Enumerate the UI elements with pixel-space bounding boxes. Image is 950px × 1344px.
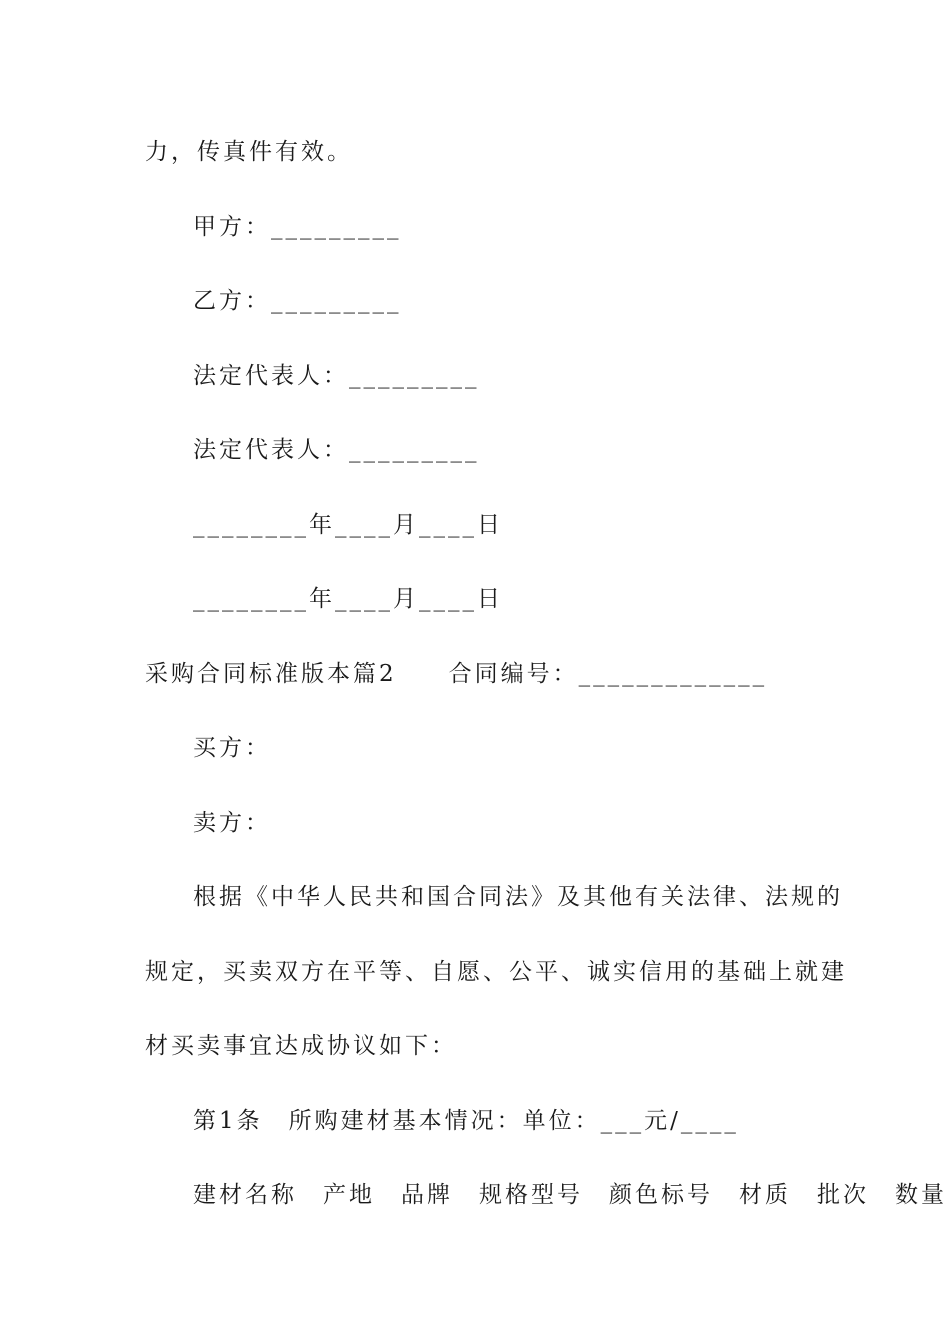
body-paragraph-line: 材买卖事宜达成协议如下：: [145, 1033, 457, 1059]
buyer-line: 买方：: [193, 735, 271, 761]
section-heading: 采购合同标准版本篇2 合同编号：_____________: [145, 661, 768, 687]
date-line: ________年____月____日: [193, 586, 503, 612]
body-paragraph-line: 根据《中华人民共和国合同法》及其他有关法律、法规的: [193, 884, 843, 910]
seller-line: 卖方：: [193, 810, 271, 836]
party-b-line: 乙方：_________: [193, 288, 402, 314]
paragraph-continuation: 力，传真件有效。: [145, 139, 353, 165]
body-paragraph-line: 规定，买卖双方在平等、自愿、公平、诚实信用的基础上就建: [145, 959, 847, 985]
legal-rep-line: 法定代表人：_________: [193, 363, 480, 389]
legal-rep-line: 法定代表人：_________: [193, 437, 480, 463]
table-header-line: 建材名称 产地 品牌 规格型号 颜色标号 材质 批次 数量: [193, 1182, 947, 1208]
date-line: ________年____月____日: [193, 512, 503, 538]
party-a-line: 甲方：_________: [193, 214, 402, 240]
article-line: 第1条 所购建材基本情况：单位：___元/____: [193, 1108, 739, 1134]
